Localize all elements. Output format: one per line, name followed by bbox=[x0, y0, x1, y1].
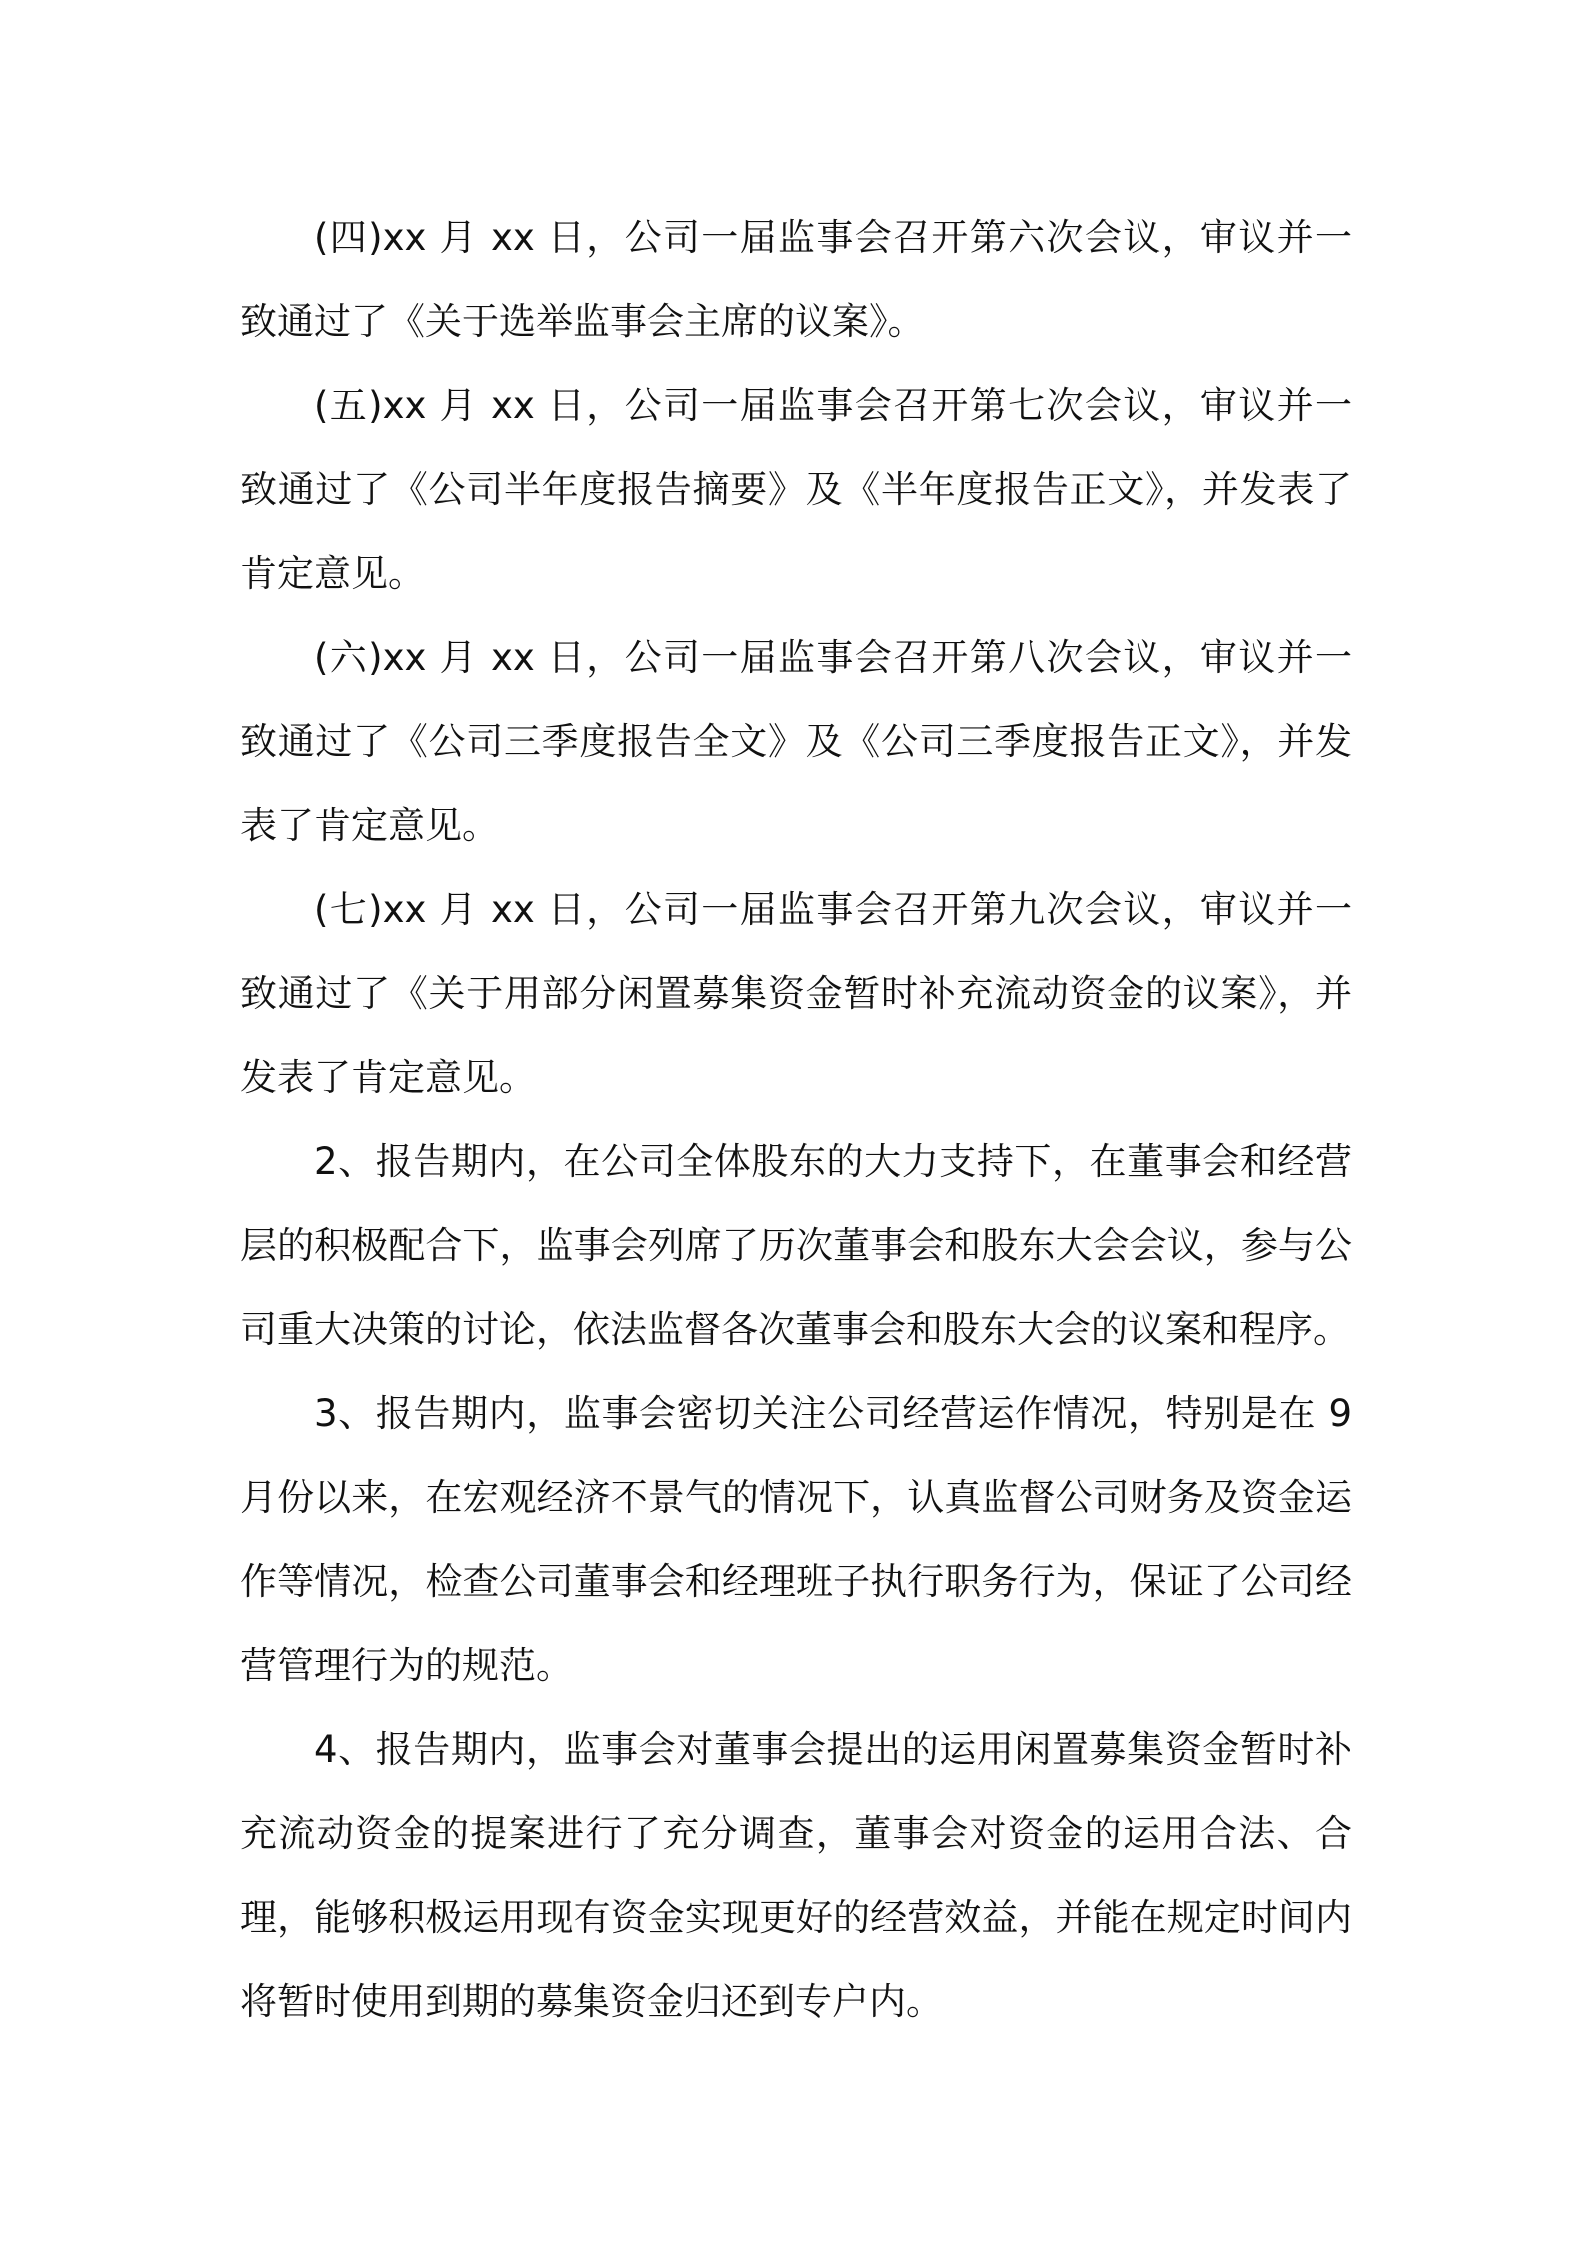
paragraph-point-2: 2、报告期内，在公司全体股东的大力支持下，在董事会和经营层的积极配合下，监事会列席了历次董事会和股东大会会议，参与公司重大决策的讨论，依法监督各次董事会和股东大会的议案和程序。 bbox=[240, 1140, 1352, 1351]
paragraph-item-6: (六)xx 月 xx 日，公司一届监事会召开第八次会议，审议并一致通过了《公司三季度报告全文》及《公司三季度报告正文》，并发表了肯定意见。 bbox=[240, 636, 1352, 847]
paragraph-item-7: (七)xx 月 xx 日，公司一届监事会召开第九次会议，审议并一致通过了《关于用部分闲置募集资金暂时补充流动资金的议案》，并发表了肯定意见。 bbox=[240, 888, 1352, 1099]
document-page bbox=[240, 196, 1352, 2044]
paragraph-point-4: 4、报告期内，监事会对董事会提出的运用闲置募集资金暂时补充流动资金的提案进行了充分调查，董事会对资金的运用合法、合理，能够积极运用现有资金实现更好的经营效益，并能在规定时间内将暂时使用到期的募集资金归还到专户内。 bbox=[240, 1728, 1352, 2023]
paragraph-item-5: (五)xx 月 xx 日，公司一届监事会召开第七次会议，审议并一致通过了《公司半年度报告摘要》及《半年度报告正文》，并发表了肯定意见。 bbox=[240, 384, 1352, 595]
paragraph-point-3: 3、报告期内，监事会密切关注公司经营运作情况，特别是在 9 月份以来，在宏观经济不景气的情况下，认真监督公司财务及资金运作等情况，检查公司董事会和经理班子执行职务行为，保证了公司经营管理行为的规范。 bbox=[240, 1392, 1352, 1687]
paragraph-item-4: (四)xx 月 xx 日，公司一届监事会召开第六次会议，审议并一致通过了《关于选举监事会主席的议案》。 bbox=[240, 216, 1352, 343]
